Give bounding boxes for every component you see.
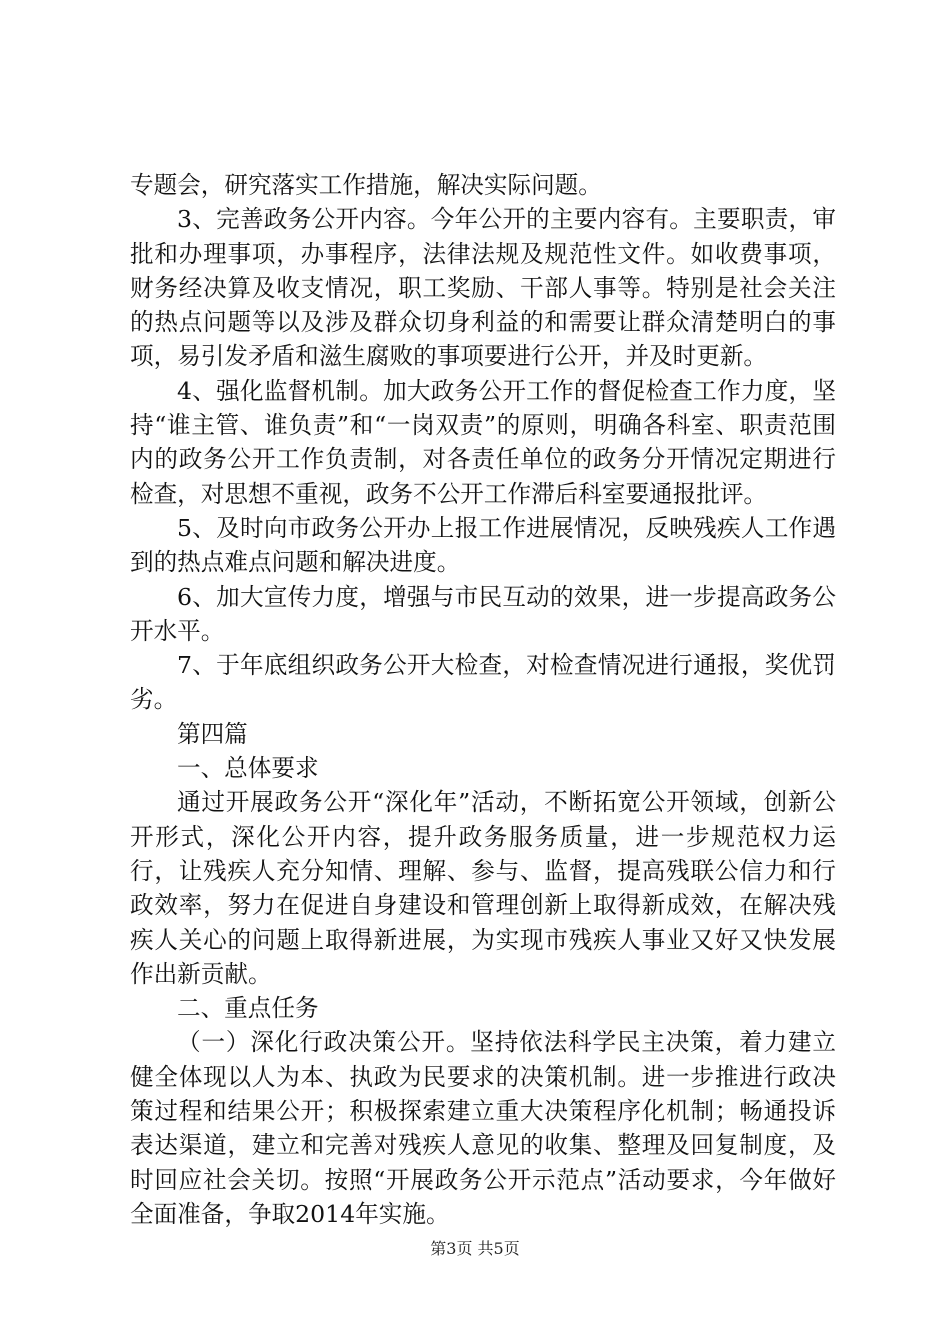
section-heading-part-four: 第四篇 — [177, 719, 248, 748]
page-number: 第3页 共5页 — [430, 1239, 520, 1258]
page-footer — [0, 1236, 950, 1259]
paragraph-item-3: 3、完善政务公开内容。今年公开的主要内容有。主要职责，审批和办理事项，办事程序，法律法规及规范性文件。如收费事项，财务经决算及收支情况，职工奖励、干部人事等。特别是社会关注的热点问题等以及涉及群众切身利益的和需要让群众清楚明白的事项，易引发矛盾和滋生腐败的事项要进行公开，并及时更新。 — [130, 205, 836, 371]
paragraph-general-requirements: 通过开展政务公开“深化年”活动，不断拓宽公开领域，创新公开形式，深化公开内容，提升政务服务质量，进一步规范权力运行，让残疾人充分知情、理解、参与、监督，提高残联公信力和行政效率，努力在促进自身建设和管理创新上取得新成效，在解决残疾人关心的问题上取得新进展，为实现市残疾人事业又好又快发展作出新贡献。 — [130, 788, 836, 988]
paragraph-item-6: 6、加大宣传力度，增强与市民互动的效果，进一步提高政务公开水平。 — [130, 582, 836, 645]
heading-general-requirements: 一、总体要求 — [177, 754, 319, 783]
paragraph-item-4: 4、强化监督机制。加大政务公开工作的督促检查工作力度，坚持“谁主管、谁负责”和“一岗双责”的原则，明确各科室、职责范围内的政务公开工作负责制，对各责任单位的政务分开情况定期进行检查，对思想不重视，政务不公开工作滞后科室要通报批评。 — [130, 376, 836, 508]
heading-key-tasks: 二、重点任务 — [177, 994, 319, 1023]
paragraph-item-7: 7、于年底组织政务公开大检查，对检查情况进行通报，奖优罚劣。 — [130, 651, 836, 714]
document-body — [130, 168, 836, 1231]
paragraph-continuation: 专题会，研究落实工作措施，解决实际问题。 — [130, 171, 602, 199]
paragraph-key-task-1: （一）深化行政决策公开。坚持依法科学民主决策，着力建立健全体现以人为本、执政为民要求的决策机制。进一步推进行政决策过程和结果公开；积极探索建立重大决策程序化机制；畅通投诉表达渠道，建立和完善对残疾人意见的收集、整理及回复制度，及时回应社会关切。按照“开展政务公开示范点”活动要求，今年做好全面准备，争取2014年实施。 — [130, 1028, 836, 1228]
paragraph-item-5: 5、及时向市政务公开办上报工作进展情况，反映残疾人工作遇到的热点难点问题和解决进度。 — [130, 513, 836, 577]
